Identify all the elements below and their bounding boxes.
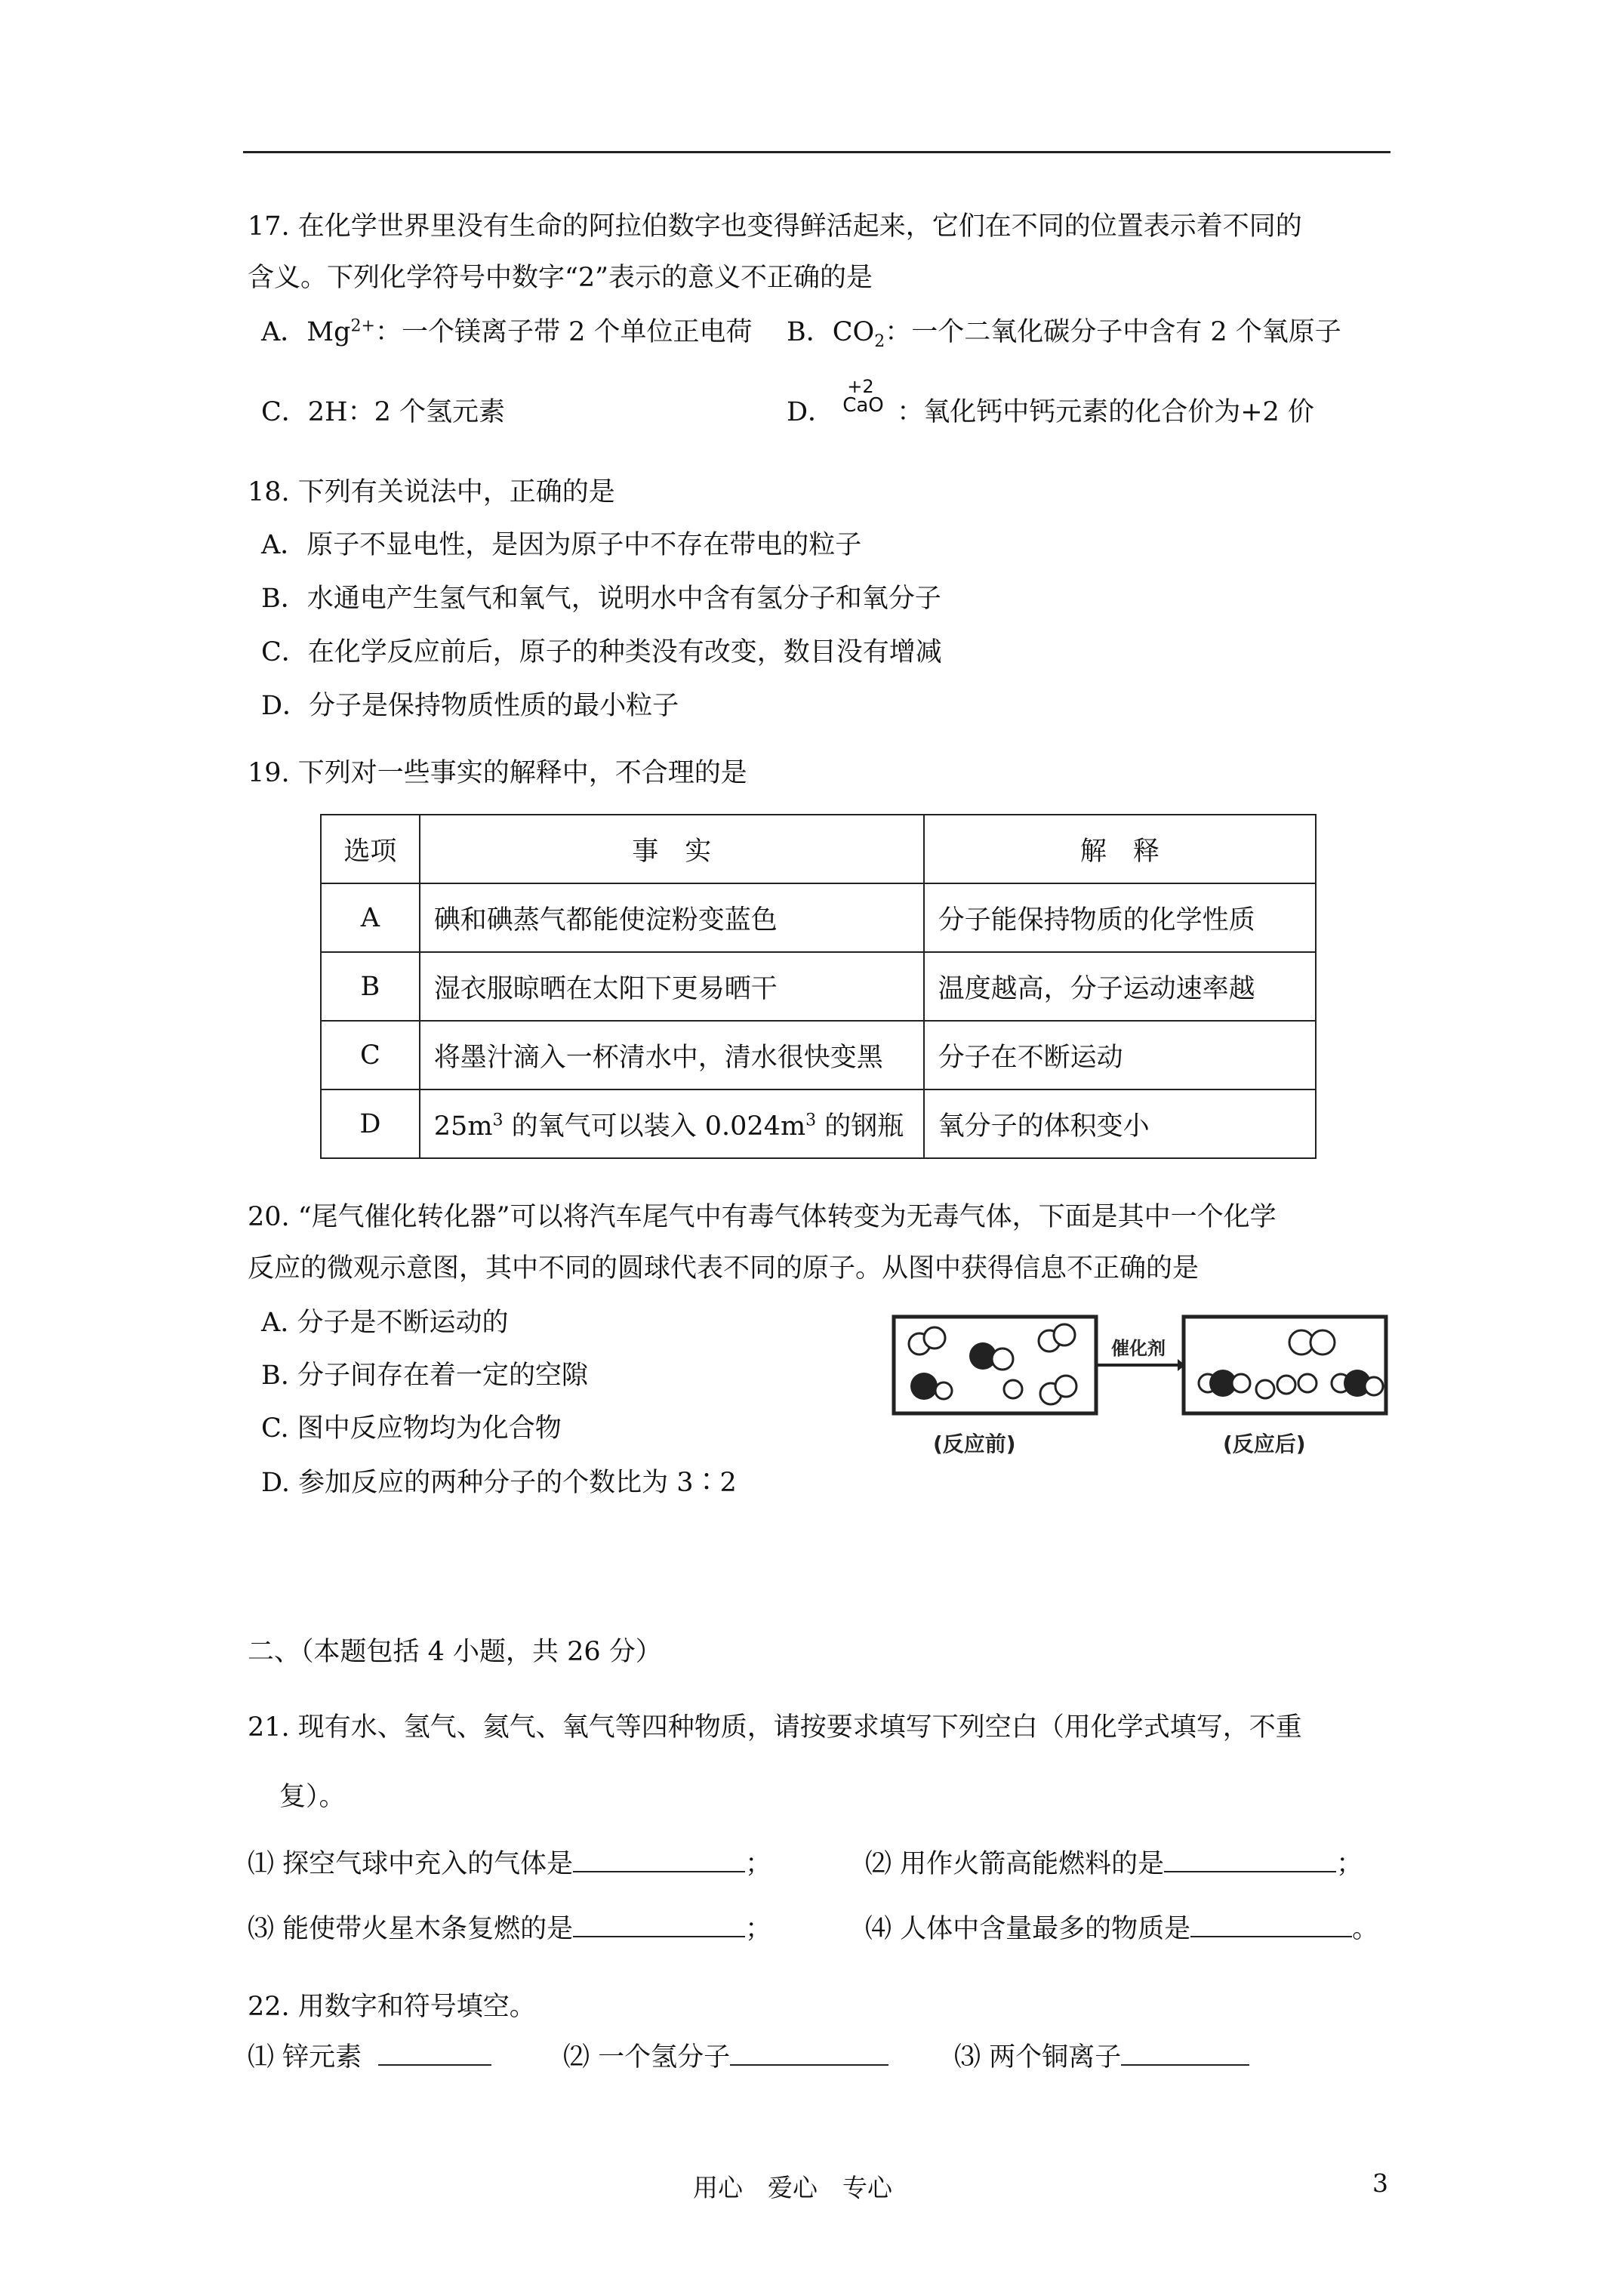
row-explanation: 分子能保持物质的化学性质 [924, 883, 1316, 952]
atom-white [935, 1382, 952, 1399]
q21-stem-line2: 复）。 [279, 1782, 346, 1812]
answer-blank[interactable] [730, 2039, 888, 2066]
row-option: C [321, 1021, 420, 1089]
q20-option-a: A. 分子是不断运动的 [261, 1308, 509, 1338]
q18-stem: 18. 下列有关说法中，正确的是 [248, 477, 615, 507]
atom-white [924, 1327, 945, 1348]
q19-stem: 19. 下列对一些事实的解释中，不合理的是 [248, 758, 747, 788]
q21-item-2: ⑵ 用作火箭高能燃料的是 ； [865, 1845, 1363, 1881]
section-heading: 二、（本题包括 4 小题，共 26 分） [248, 1637, 662, 1667]
answer-blank[interactable] [378, 2039, 491, 2066]
q18-option-d: D．分子是保持物质性质的最小粒子 [261, 691, 679, 721]
q21-item-3: ⑶ 能使带火星木条复燃的是 ； [248, 1910, 771, 1946]
row-option: A [321, 883, 420, 952]
row-explanation: 分子在不断运动 [924, 1021, 1316, 1089]
after-label: (反应后) [1223, 1432, 1306, 1456]
cao-formula: CaO [842, 394, 884, 417]
q21-item-4: ⑷ 人体中含量最多的物质是 。 [865, 1910, 1378, 1946]
row-fact: $25m^3$ 的氧气可以装入 $0.024m^3$ 的钢瓶 [420, 1089, 924, 1158]
q20-option-c: C. 图中反应物均为化合物 [261, 1413, 562, 1444]
footer-motto: 用心 爱心 专心 [693, 2173, 892, 2202]
q18-option-a: A．原子不显电性，是因为原子中不存在带电的粒子 [261, 530, 862, 560]
q17-option-a: A．$Mg^{2+}$：一个镁离子带 2 个单位正电荷 [261, 316, 753, 347]
row-explanation: 温度越高，分子运动速率越 [924, 952, 1316, 1021]
q17-stem-line2: 含义。下列化学符号中数字“2”表示的意义不正确的是 [248, 263, 873, 293]
header-explanation: 解 释 [924, 815, 1316, 883]
before-label: (反应前) [933, 1432, 1016, 1456]
answer-blank[interactable] [1164, 1845, 1336, 1872]
cao-valence-formula [842, 376, 897, 429]
q17-option-b: B．$CO_2$：一个二氧化碳分子中含有 2 个氧原子 [787, 317, 1341, 351]
q20-option-b: B. 分子间存在着一定的空隙 [261, 1361, 588, 1391]
arrow-label: 催化剂 [1111, 1338, 1166, 1359]
q22-stem: 22. 用数字和符号填空。 [248, 1992, 536, 2022]
atom-white [992, 1348, 1013, 1370]
table-row [321, 952, 1316, 1021]
row-fact: 湿衣服晾晒在太阳下更易晒干 [420, 952, 924, 1021]
table-row [321, 883, 1316, 952]
q22-item-3: ⑶ 两个铜离子 [954, 2039, 1249, 2074]
header-rule [243, 151, 1390, 153]
header-fact: 事 实 [420, 815, 924, 883]
valence-mark: +2 [847, 376, 874, 397]
q21-stem-line1: 21. 现有水、氢气、氦气、氧气等四种物质，请按要求填写下列空白（用化学式填写，不重 [248, 1712, 1302, 1743]
after-molecules [1199, 1330, 1383, 1398]
atom-white [1365, 1377, 1383, 1395]
facts-table [320, 814, 1317, 1159]
before-molecules [909, 1324, 1076, 1404]
q20-option-d: D. 参加反应的两种分子的个数比为 3∶2 [261, 1468, 737, 1498]
row-fact: 碘和碘蒸气都能使淀粉变蓝色 [420, 883, 924, 952]
q18-option-c: C．在化学反应前后，原子的种类没有改变，数目没有增减 [261, 637, 942, 667]
atom-white [1232, 1374, 1250, 1392]
atom-white [1055, 1376, 1076, 1397]
q17-option-c: C．2H：2 个氢元素 [261, 397, 505, 427]
answer-blank[interactable] [1121, 2039, 1249, 2066]
q17-option-d: D． +2 CaO ：氧化钙中钙元素的化合价为+2 价 [787, 376, 1314, 427]
atom-white [1277, 1376, 1295, 1394]
atom-black [910, 1373, 938, 1400]
answer-blank[interactable] [573, 1845, 745, 1872]
atom-white [1054, 1324, 1075, 1345]
q17-stem-line1: 17. 在化学世界里没有生命的阿拉伯数字也变得鲜活起来，它们在不同的位置表示着不同的 [248, 211, 1302, 242]
q22-item-1: ⑴ 锌元素 [248, 2039, 491, 2074]
row-explanation: 氧分子的体积变小 [924, 1089, 1316, 1158]
table-row [321, 1021, 1316, 1089]
header-option: 选项 [321, 815, 420, 883]
atom-white [1310, 1330, 1335, 1354]
reaction-diagram [891, 1311, 1389, 1466]
row-option: B [321, 952, 420, 1021]
atom-white [1256, 1380, 1274, 1398]
q21-item-1: ⑴ 探空气球中充入的气体是 ； [248, 1845, 771, 1881]
atom-white [1298, 1374, 1317, 1392]
reaction-diagram-svg [891, 1311, 1389, 1466]
answer-blank[interactable] [1190, 1910, 1352, 1937]
row-fact: 将墨汁滴入一杯清水中，清水很快变黑 [420, 1021, 924, 1089]
atom-white [1004, 1380, 1022, 1398]
table-row [321, 1089, 1316, 1158]
table-header-row [321, 815, 1316, 883]
q20-stem-line1: 20. “尾气催化转化器”可以将汽车尾气中有毒气体转变为无毒气体，下面是其中一个化学 [248, 1202, 1277, 1232]
row-option: D [321, 1089, 420, 1158]
q22-item-2: ⑵ 一个氢分子 [563, 2039, 888, 2074]
answer-blank[interactable] [573, 1910, 745, 1937]
q18-option-b: B．水通电产生氢气和氧气，说明水中含有氢分子和氧分子 [261, 584, 941, 614]
page-number: 3 [1372, 2168, 1388, 2198]
q20-stem-line2: 反应的微观示意图，其中不同的圆球代表不同的原子。从图中获得信息不正确的是 [248, 1253, 1200, 1284]
after-box [1184, 1317, 1386, 1413]
